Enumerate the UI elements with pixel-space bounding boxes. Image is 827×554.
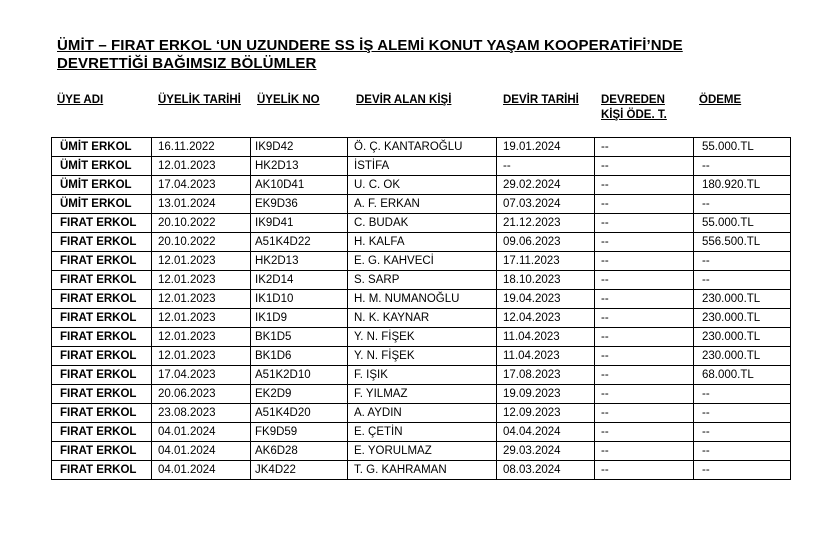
cell-devir-tarihi: 12.04.2023 [497, 309, 595, 328]
cell-uyelik-tarihi: 20.06.2023 [152, 385, 251, 404]
cell-devir-alan-kisi: Y. N. FİŞEK [348, 347, 497, 366]
table-row [52, 442, 791, 461]
cell-odeme: 55.000.TL [694, 138, 791, 157]
cell-uye-adi: FIRAT ERKOL [52, 385, 152, 404]
cell-uyelik-no: A51K4D22 [251, 233, 348, 252]
cell-odeme: -- [694, 271, 791, 290]
cell-devir-tarihi: 07.03.2024 [497, 195, 595, 214]
table-row [52, 366, 791, 385]
header-devir-alan-kisi: DEVİR ALAN KİŞİ [356, 94, 452, 106]
cell-devir-alan-kisi: A. F. ERKAN [348, 195, 497, 214]
header-uyelik-no: ÜYELİK NO [257, 94, 320, 106]
table-row [52, 309, 791, 328]
cell-odeme: -- [694, 195, 791, 214]
cell-odeme: 55.000.TL [694, 214, 791, 233]
table-row [52, 461, 791, 480]
cell-devir-tarihi: 29.02.2024 [497, 176, 595, 195]
header-devreden-line-2: KİŞİ ÖDE. T. [601, 109, 667, 121]
cell-devreden-odeme-t: -- [595, 138, 694, 157]
cell-uyelik-tarihi: 16.11.2022 [152, 138, 251, 157]
cell-devreden-odeme-t: -- [595, 309, 694, 328]
cell-devir-tarihi: -- [497, 157, 595, 176]
cell-devir-alan-kisi: H. KALFA [348, 233, 497, 252]
document-title [57, 37, 797, 73]
cell-uyelik-tarihi: 20.10.2022 [152, 233, 251, 252]
table-row [52, 176, 791, 195]
cell-uyelik-tarihi: 20.10.2022 [152, 214, 251, 233]
cell-odeme: -- [694, 385, 791, 404]
cell-devir-alan-kisi: A. AYDIN [348, 404, 497, 423]
cell-odeme: 230.000.TL [694, 328, 791, 347]
cell-uye-adi: FIRAT ERKOL [52, 347, 152, 366]
table-row [52, 138, 791, 157]
cell-uyelik-tarihi: 17.04.2023 [152, 176, 251, 195]
cell-odeme: -- [694, 252, 791, 271]
cell-devir-tarihi: 21.12.2023 [497, 214, 595, 233]
cell-odeme: 230.000.TL [694, 309, 791, 328]
cell-odeme: 180.920.TL [694, 176, 791, 195]
cell-uye-adi: FIRAT ERKOL [52, 252, 152, 271]
cell-devreden-odeme-t: -- [595, 404, 694, 423]
table-row [52, 271, 791, 290]
transfers-table [51, 137, 791, 480]
cell-uyelik-tarihi: 12.01.2023 [152, 347, 251, 366]
cell-uyelik-tarihi: 17.04.2023 [152, 366, 251, 385]
cell-devreden-odeme-t: -- [595, 347, 694, 366]
header-uye-adi: ÜYE ADI [57, 94, 104, 106]
cell-devir-tarihi: 17.11.2023 [497, 252, 595, 271]
cell-odeme: -- [694, 423, 791, 442]
table-row [52, 214, 791, 233]
cell-uye-adi: FIRAT ERKOL [52, 328, 152, 347]
table-row [52, 404, 791, 423]
cell-devir-alan-kisi: H. M. NUMANOĞLU [348, 290, 497, 309]
cell-uye-adi: FIRAT ERKOL [52, 442, 152, 461]
cell-devreden-odeme-t: -- [595, 214, 694, 233]
cell-devreden-odeme-t: -- [595, 252, 694, 271]
cell-odeme: 230.000.TL [694, 290, 791, 309]
cell-uyelik-no: EK9D36 [251, 195, 348, 214]
table-body [52, 138, 791, 480]
cell-uyelik-tarihi: 04.01.2024 [152, 423, 251, 442]
cell-odeme: -- [694, 157, 791, 176]
cell-devir-tarihi: 12.09.2023 [497, 404, 595, 423]
cell-devir-alan-kisi: F. YILMAZ [348, 385, 497, 404]
cell-uyelik-no: EK2D9 [251, 385, 348, 404]
cell-devir-tarihi: 18.10.2023 [497, 271, 595, 290]
cell-devir-alan-kisi: S. SARP [348, 271, 497, 290]
cell-devreden-odeme-t: -- [595, 176, 694, 195]
cell-devreden-odeme-t: -- [595, 423, 694, 442]
header-devir-tarihi: DEVİR TARİHİ [503, 94, 579, 106]
table-row [52, 423, 791, 442]
cell-uyelik-no: BK1D5 [251, 328, 348, 347]
cell-devir-alan-kisi: F. IŞIK [348, 366, 497, 385]
cell-devir-tarihi: 09.06.2023 [497, 233, 595, 252]
cell-uyelik-tarihi: 04.01.2024 [152, 442, 251, 461]
table-row [52, 195, 791, 214]
cell-devir-tarihi: 19.01.2024 [497, 138, 595, 157]
cell-uyelik-no: A51K2D10 [251, 366, 348, 385]
cell-devreden-odeme-t: -- [595, 366, 694, 385]
cell-devreden-odeme-t: -- [595, 328, 694, 347]
cell-odeme: -- [694, 442, 791, 461]
cell-devir-tarihi: 17.08.2023 [497, 366, 595, 385]
cell-odeme: 68.000.TL [694, 366, 791, 385]
table-row [52, 252, 791, 271]
cell-uye-adi: FIRAT ERKOL [52, 290, 152, 309]
cell-uyelik-tarihi: 12.01.2023 [152, 309, 251, 328]
cell-uyelik-no: JK4D22 [251, 461, 348, 480]
cell-uyelik-no: AK10D41 [251, 176, 348, 195]
cell-devreden-odeme-t: -- [595, 157, 694, 176]
cell-devir-alan-kisi: C. BUDAK [348, 214, 497, 233]
table-row [52, 328, 791, 347]
cell-devir-alan-kisi: Ö. Ç. KANTAROĞLU [348, 138, 497, 157]
cell-uye-adi: FIRAT ERKOL [52, 214, 152, 233]
table-row [52, 347, 791, 366]
cell-uyelik-no: IK9D42 [251, 138, 348, 157]
cell-odeme: 230.000.TL [694, 347, 791, 366]
title-line-1: ÜMİT – FIRAT ERKOL ‘UN UZUNDERE SS İŞ ALEMİ KONUT YAŞAM KOOPERATİFİ’NDE [57, 37, 683, 54]
cell-devreden-odeme-t: -- [595, 442, 694, 461]
cell-uye-adi: FIRAT ERKOL [52, 461, 152, 480]
cell-uyelik-tarihi: 12.01.2023 [152, 157, 251, 176]
cell-devreden-odeme-t: -- [595, 233, 694, 252]
cell-devir-alan-kisi: İSTİFA [348, 157, 497, 176]
cell-uye-adi: ÜMİT ERKOL [52, 157, 152, 176]
cell-devreden-odeme-t: -- [595, 385, 694, 404]
cell-devir-tarihi: 19.04.2023 [497, 290, 595, 309]
cell-uyelik-no: BK1D6 [251, 347, 348, 366]
cell-devir-alan-kisi: E. G. KAHVECİ [348, 252, 497, 271]
cell-uyelik-tarihi: 13.01.2024 [152, 195, 251, 214]
cell-uyelik-tarihi: 04.01.2024 [152, 461, 251, 480]
cell-uyelik-no: IK1D9 [251, 309, 348, 328]
cell-uye-adi: ÜMİT ERKOL [52, 176, 152, 195]
cell-devir-tarihi: 11.04.2023 [497, 328, 595, 347]
cell-uye-adi: FIRAT ERKOL [52, 309, 152, 328]
cell-uye-adi: FIRAT ERKOL [52, 271, 152, 290]
table-row [52, 233, 791, 252]
cell-uyelik-tarihi: 12.01.2023 [152, 290, 251, 309]
cell-uyelik-no: HK2D13 [251, 157, 348, 176]
cell-uyelik-tarihi: 12.01.2023 [152, 271, 251, 290]
cell-devir-tarihi: 04.04.2024 [497, 423, 595, 442]
cell-odeme: -- [694, 404, 791, 423]
table-row [52, 157, 791, 176]
cell-uyelik-tarihi: 12.01.2023 [152, 328, 251, 347]
cell-odeme: 556.500.TL [694, 233, 791, 252]
cell-devreden-odeme-t: -- [595, 195, 694, 214]
cell-uyelik-tarihi: 12.01.2023 [152, 252, 251, 271]
cell-devir-tarihi: 08.03.2024 [497, 461, 595, 480]
cell-devir-alan-kisi: E. ÇETİN [348, 423, 497, 442]
cell-uyelik-no: IK2D14 [251, 271, 348, 290]
cell-devir-alan-kisi: U. C. OK [348, 176, 497, 195]
cell-devir-alan-kisi: Y. N. FİŞEK [348, 328, 497, 347]
cell-uyelik-no: A51K4D20 [251, 404, 348, 423]
header-devreden-line-1: DEVREDEN [601, 94, 665, 106]
cell-uyelik-no: AK6D28 [251, 442, 348, 461]
cell-uyelik-no: IK1D10 [251, 290, 348, 309]
cell-devir-alan-kisi: T. G. KAHRAMAN [348, 461, 497, 480]
cell-devir-tarihi: 11.04.2023 [497, 347, 595, 366]
table-row [52, 385, 791, 404]
cell-uye-adi: ÜMİT ERKOL [52, 195, 152, 214]
cell-uyelik-no: FK9D59 [251, 423, 348, 442]
cell-devreden-odeme-t: -- [595, 461, 694, 480]
cell-uye-adi: FIRAT ERKOL [52, 423, 152, 442]
cell-devreden-odeme-t: -- [595, 290, 694, 309]
column-headers [0, 93, 827, 127]
header-odeme: ÖDEME [699, 94, 742, 106]
cell-devir-tarihi: 19.09.2023 [497, 385, 595, 404]
cell-devir-alan-kisi: E. YORULMAZ [348, 442, 497, 461]
title-line-2: DEVRETTİĞİ BAĞIMSIZ BÖLÜMLER [57, 55, 317, 72]
cell-uyelik-no: HK2D13 [251, 252, 348, 271]
cell-uye-adi: ÜMİT ERKOL [52, 138, 152, 157]
header-uyelik-tarihi: ÜYELİK TARİHİ [158, 94, 241, 106]
cell-devreden-odeme-t: -- [595, 271, 694, 290]
cell-uye-adi: FIRAT ERKOL [52, 366, 152, 385]
cell-odeme: -- [694, 461, 791, 480]
cell-uye-adi: FIRAT ERKOL [52, 233, 152, 252]
cell-devir-tarihi: 29.03.2024 [497, 442, 595, 461]
cell-uyelik-no: IK9D41 [251, 214, 348, 233]
cell-devir-alan-kisi: N. K. KAYNAR [348, 309, 497, 328]
cell-uyelik-tarihi: 23.08.2023 [152, 404, 251, 423]
cell-uye-adi: FIRAT ERKOL [52, 404, 152, 423]
table-row [52, 290, 791, 309]
